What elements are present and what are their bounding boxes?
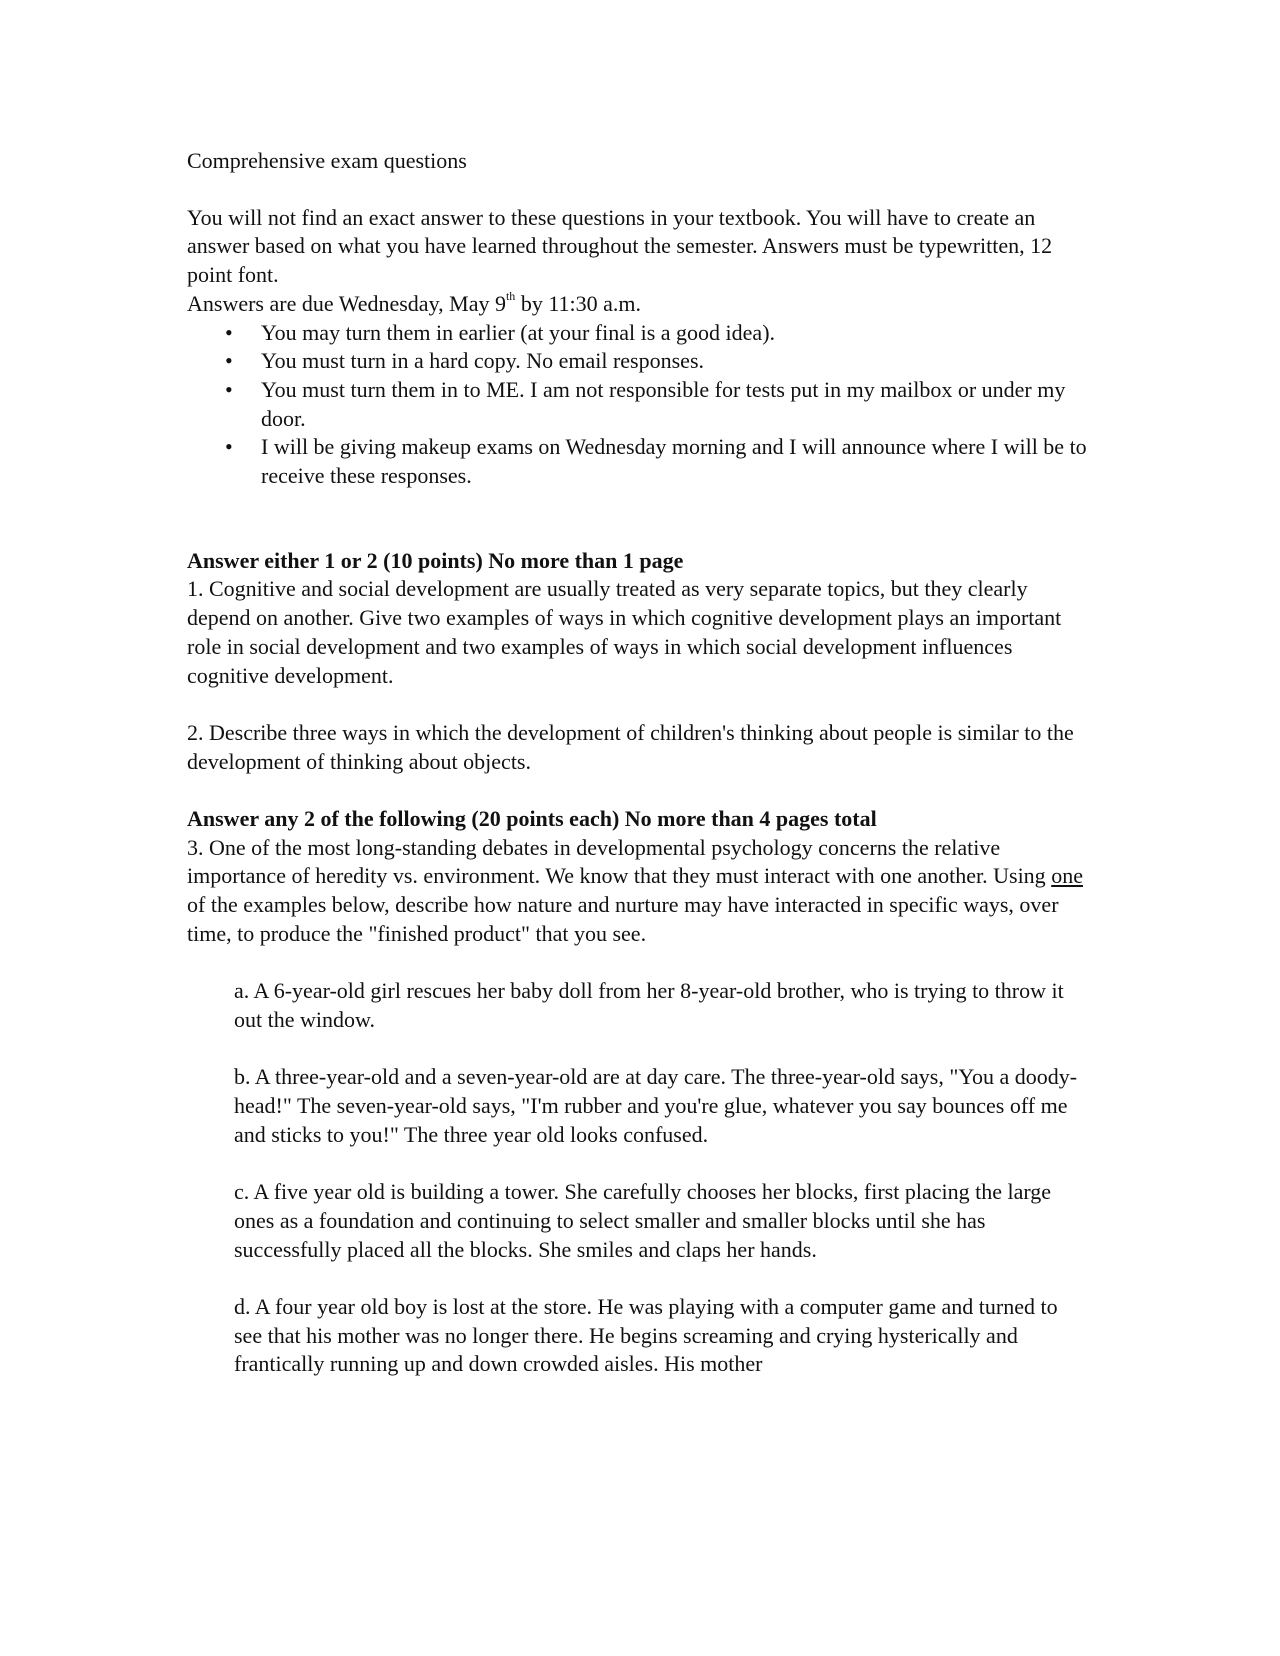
section2-heading: Answer any 2 of the following (20 points each) No more than 4 pages total — [187, 806, 877, 832]
document-page — [187, 147, 1087, 1379]
list-item — [187, 433, 1087, 490]
list-item-text: I will be giving makeup exams on Wednesday morning and I will announce where I will be to receive these responses. — [261, 434, 1087, 489]
list-item-text: You must turn in a hard copy. No email responses. — [261, 348, 705, 374]
due-date-suffix: by 11:30 a.m. — [515, 290, 641, 316]
spacer — [187, 949, 1087, 978]
bullet-icon: • — [225, 319, 233, 345]
spacer — [187, 776, 1087, 805]
underlined-word: one — [1051, 863, 1083, 889]
due-date-prefix: Answers are due Wednesday, May 9 — [187, 290, 506, 316]
bullet-icon: • — [225, 434, 233, 460]
instructions-list — [187, 319, 1087, 491]
example-c: c. A five year old is building a tower. She carefully chooses her blocks, first placing the large ones as a foundation and continuing to select smaller and smaller blocks until she has successfully placed all the blocks. She smiles and claps her hands. — [234, 1179, 1052, 1262]
example-b: b. A three-year-old and a seven-year-old are at day care. The three-year-old says, "You a doody-head!" The seven-year-old says, "I'm rubber and you're glue, whatever you say bounces off me and sticks to you!" The three year old looks confused. — [234, 1064, 1078, 1147]
question-3 — [187, 834, 1087, 949]
question-2: 2. Describe three ways in which the development of children's thinking about people is similar to the development of thinking about objects. — [187, 719, 1074, 774]
spacer — [187, 491, 1087, 547]
list-item-text: You must turn them in to ME. I am not responsible for tests put in my mailbox or under my door. — [261, 376, 1066, 431]
spacer — [187, 1149, 1087, 1178]
example-d: d. A four year old boy is lost at the store. He was playing with a computer game and turned to see that his mother was no longer there. He begins screaming and crying hysterically and frantically running up and down crowded aisles. His mother — [234, 1293, 1058, 1377]
question-1: 1. Cognitive and social development are usually treated as very separate topics, but they clearly depend on another. Give two examples of ways in which cognitive development plays an important role in social development and two examples of ways in which social development influences cognitive development. — [187, 576, 1062, 688]
spacer — [187, 1035, 1087, 1064]
example-a: a. A 6-year-old girl rescues her baby doll from her 8-year-old brother, who is trying to throw it out the window. — [234, 978, 1064, 1032]
spacer — [187, 1264, 1087, 1293]
bullet-icon: • — [225, 348, 233, 374]
spacer — [187, 690, 1087, 719]
intro-paragraph: You will not find an exact answer to these questions in your textbook. You will have to create an answer based on what you have learned throughout the semester. Answers must be typewritten, 12 point font. — [187, 204, 1053, 288]
bullet-icon: • — [225, 376, 233, 402]
list-item — [187, 319, 1087, 348]
document-title: Comprehensive exam questions — [187, 148, 467, 173]
list-item — [187, 347, 1087, 376]
question-3-text-cont: of the examples below, describe how nature and nurture may have interacted in specific ways, over time, to produce the "finished product" that you see. — [187, 892, 1059, 946]
list-item — [187, 376, 1087, 433]
question-3-text: 3. One of the most long-standing debates in developmental psychology concerns the relative importance of heredity vs. environment. We know that they must interact with one another. Using — [187, 834, 1052, 889]
list-item-text: You may turn them in earlier (at your final is a good idea). — [261, 319, 776, 345]
section1-heading: Answer either 1 or 2 (10 points) No more than 1 page — [187, 547, 684, 573]
due-date-superscript: th — [505, 289, 516, 304]
due-date-line — [187, 290, 1087, 319]
